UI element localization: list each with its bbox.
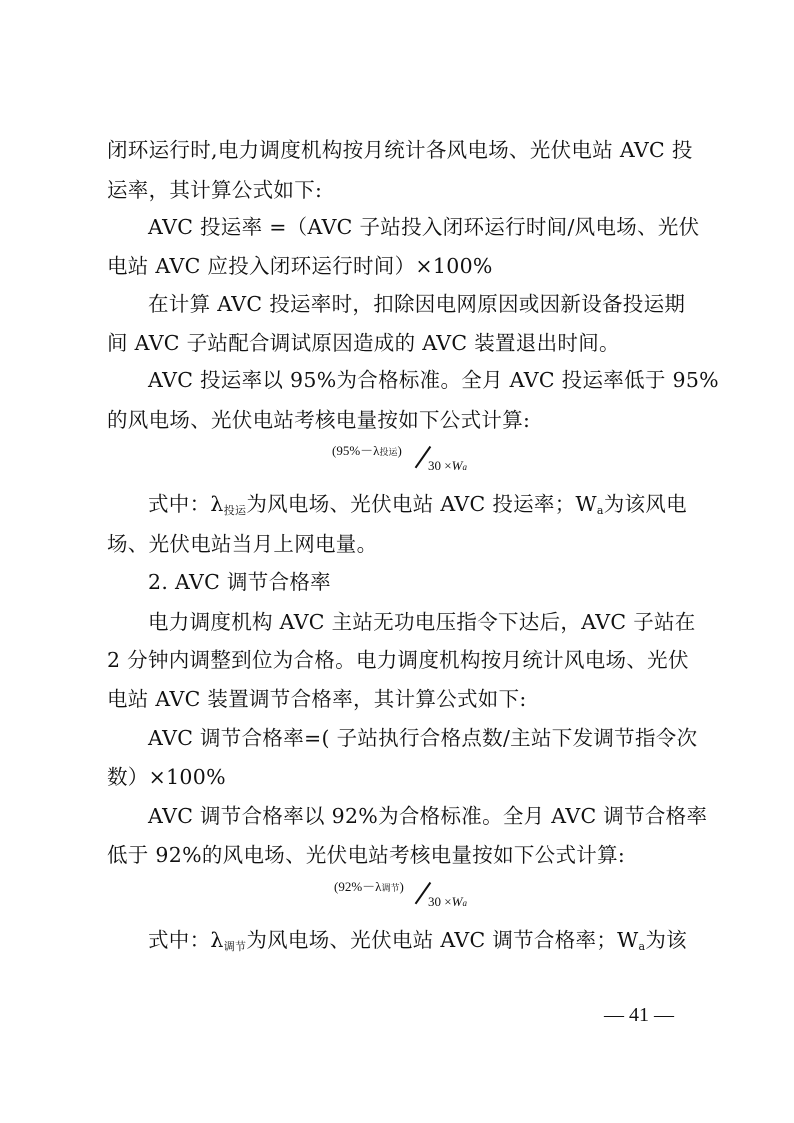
- formula-denominator: 30 ×Wa: [428, 458, 467, 473]
- paragraph-line: 在计算 AVC 投运率时，扣除因电网原因或因新设备投运期: [148, 292, 686, 316]
- paragraph-line: 闭环运行时,电力调度机构按月统计各风电场、光伏电站 AVC 投: [107, 138, 693, 162]
- paragraph-line: 的风电场、光伏电站考核电量按如下公式计算:: [107, 408, 531, 432]
- paragraph-line: 间 AVC 子站配合调试原因造成的 AVC 装置退出时间。: [107, 331, 620, 355]
- formula-text-line: AVC 调节合格率=( 子站执行合格点数/主站下发调节指令次: [148, 726, 698, 750]
- formula-text-line: AVC 投运率 =（AVC 子站投入闭环运行时间/风电场、光伏: [148, 215, 700, 239]
- paragraph-line: 式中：λ调节为风电场、光伏电站 AVC 调节合格率；Wa为该: [148, 928, 687, 953]
- formula-denominator: 30 ×Wa: [428, 894, 467, 909]
- assessment-formula-1: [332, 440, 492, 480]
- formula-text-line: 数）×100%: [107, 765, 226, 789]
- page-number: — 41 —: [604, 1004, 674, 1026]
- paragraph-line: 运率，其计算公式如下:: [107, 178, 323, 202]
- paragraph-line: 场、光伏电站当月上网电量。: [107, 532, 378, 556]
- paragraph-line: AVC 投运率以 95%为合格标准。全月 AVC 投运率低于 95%: [148, 368, 719, 392]
- paragraph-line: AVC 调节合格率以 92%为合格标准。全月 AVC 调节合格率: [148, 804, 708, 828]
- assessment-formula-2: [334, 876, 494, 916]
- paragraph-line: 电力调度机构 AVC 主站无功电压指令下达后，AVC 子站在: [148, 610, 696, 634]
- formula-text-line: 电站 AVC 应投入闭环运行时间）×100%: [107, 254, 493, 278]
- paragraph-line: 电站 AVC 装置调节合格率，其计算公式如下:: [107, 687, 527, 711]
- formula-numerator: (95%－λ投运): [332, 443, 402, 458]
- paragraph-line: 2 分钟内调整到位为合格。电力调度机构按月统计风电场、光伏: [107, 648, 689, 672]
- section-heading: 2. AVC 调节合格率: [148, 570, 331, 594]
- formula-numerator: (92%－λ调节): [334, 879, 404, 894]
- paragraph-line: 式中：λ投运为风电场、光伏电站 AVC 投运率；Wa为该风电: [148, 492, 687, 517]
- paragraph-line: 低于 92%的风电场、光伏电站考核电量按如下公式计算:: [107, 843, 626, 867]
